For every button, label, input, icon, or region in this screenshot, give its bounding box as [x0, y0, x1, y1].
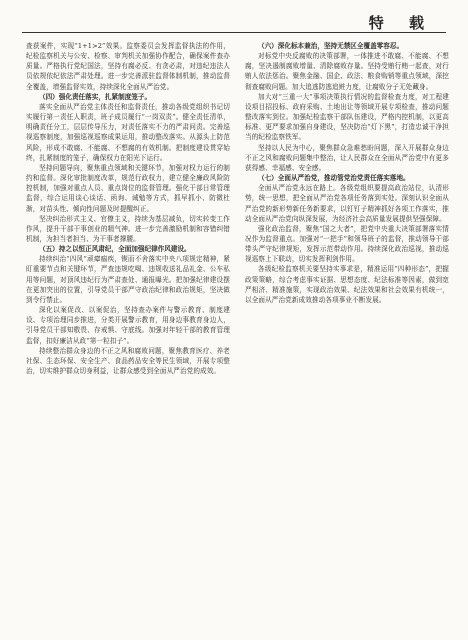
body-paragraph: 深化以案促改、以案促治，坚持查办案件与警示教育、制度建设、专项治理同步推进，分类开展警示教育，用身边事教育身边人，引导党员干部知敬畏、存戒惧、守底线。加强对年轻干部的教育管理监督，扣好廉洁从政“第一粒扣子”。	[26, 306, 230, 345]
body-paragraph: 各级纪检监察机关要坚持实事求是，精准运用“四种形态”，把握政策策略，综合考虑事实证据、思想态度、纪法标准等因素，做到宽严相济、精准施策，实现政治效果、纪法效果和社会效果有机统一，以全面从严治党新成效推动各项事业不断发展。	[245, 265, 449, 304]
body-paragraph: 全面从严治党永远在路上。各级党组织要提高政治站位，认清形势，统一思想，把全面从严治党各项任务落到实处。深刻认识全面从严治党的新形势新任务新要求，以钉钉子精神抓好各项工作落实，推动全面从严治党向纵深发展，为经济社会高质量发展提供坚强保障。	[245, 184, 449, 223]
body-paragraph: 落实全面从严治党主体责任和监督责任，推动各级党组织书记切实履行第一责任人职责，班子成员履行“一岗双责”。健全责任清单，明确责任分工，层层传导压力，对责任落实不力的严肃问责。完善巡视巡察制度，加强巡视巡察成果运用，推动整改落实。从源头上防范风险，形成不敢腐、不能腐、不想腐的有效机制。把制度建设贯穿始终，扎紧制度的笼子，确保权力在阳光下运行。	[26, 102, 230, 162]
section-heading: （六）深化标本兼治，坚持无禁区全覆盖零容忍。	[258, 42, 404, 50]
body-paragraph: 持续整治群众身边的不正之风和腐败问题，聚焦教育医疗、养老社保、生态环保、安全生产、食品药品安全等民生领域，开展专项整治，切实维护群众切身利益，让群众感受到全面从严治党的成效。	[26, 346, 230, 375]
body-paragraph: 加大对“三重一大”事项决策执行情况的监督检查力度，对工程建设项目招投标、政府采购、土地出让等领域开展专项检查，推动问题整改落实到位。加强纪检监察干部队伍建设，严格内控机制，以更高标准、更严要求加强自身建设，坚决防治“灯下黑”，打造忠诚干净担当的纪检监察铁军。	[245, 92, 449, 142]
body-paragraph: 对标党中央反腐败的决策部署，一体推进不敢腐、不能腐、不想腐，坚决遏制腐败增量、清除腐败存量。坚持受贿行贿一起查，对行贿人依法惩治。聚焦金融、国企、政法、粮食购销等重点领域，深挖彻查腐败问题。加大追逃防逃追赃力度，让腐败分子无处藏身。	[245, 52, 449, 91]
body-paragraph: 坚持以人民为中心，聚焦群众急难愁盼问题，深入开展群众身边不正之风和腐败问题集中整治，让人民群众在全面从严治党中有更多获得感、幸福感、安全感。	[245, 143, 449, 172]
body-paragraph: 坚决纠治形式主义、官僚主义，持续为基层减负，切实转变工作作风，提升干部干事创业的精气神。进一步完善激励机制和容错纠错机制，为担当者担当、为干事者撑腰。	[26, 214, 230, 243]
body-paragraph: 查获案件，实现“1+1>2”效果。监察委员会发挥监督执法的作用，纪检监察机关与公安、检察、审判机关加强协作配合，确保案件查办质量。严格执行党纪国法，坚持有腐必反、有贪必肃，对违纪违法人员依规依纪依法严肃处理。进一步完善派驻监督体制机制，推动监督全覆盖，增强监督实效，持续深化全面从严治党。	[26, 42, 230, 91]
body-paragraph: 坚持问题导向，聚焦重点领域和关键环节，加强对权力运行的制约和监督。深化审批制度改革，规范行政权力，建立健全廉政风险防控机制，加强对重点人员、重点岗位的监督管理。强化干部日常管理监督，综合运用谈心谈话、函询、诫勉等方式，抓早抓小、防微杜渐，对苗头性、倾向性问题及时提醒纠正。	[26, 163, 230, 213]
header-rule	[22, 32, 446, 33]
body-paragraph: 持续纠治“四风”顽瘴痼疾，锲而不舍落实中央八项规定精神，紧盯重要节点和关键环节，严查违规吃喝、违规收送礼品礼金、公车私用等问题，对顶风违纪行为严肃查处、通报曝光。把加强纪律建设摆在更加突出的位置，引导党员干部严守政治纪律和政治规矩，坚决做到令行禁止。	[26, 255, 230, 304]
page-header-title: 特 载	[368, 14, 434, 32]
section-heading: （五）持之以恒正风肃纪，全面加强纪律作风建设。	[39, 245, 191, 254]
section-heading: （四）强化责任落实，扎紧制度笼子。	[39, 92, 152, 101]
left-column	[26, 41, 230, 626]
right-column	[245, 41, 449, 626]
body-paragraph: 强化政治监督，聚焦“国之大者”，把党中央重大决策部署落实情况作为监督重点。加强对“一把手”和领导班子的监督，推动领导干部带头严守纪律规矩，发挥示范带动作用。持续深化政治巡视，推动巡视巡察上下联动，切实发挥利剑作用。	[245, 224, 449, 264]
section-heading: （七）全面从严治党，推动管党治党责任落实落地。	[258, 174, 410, 183]
